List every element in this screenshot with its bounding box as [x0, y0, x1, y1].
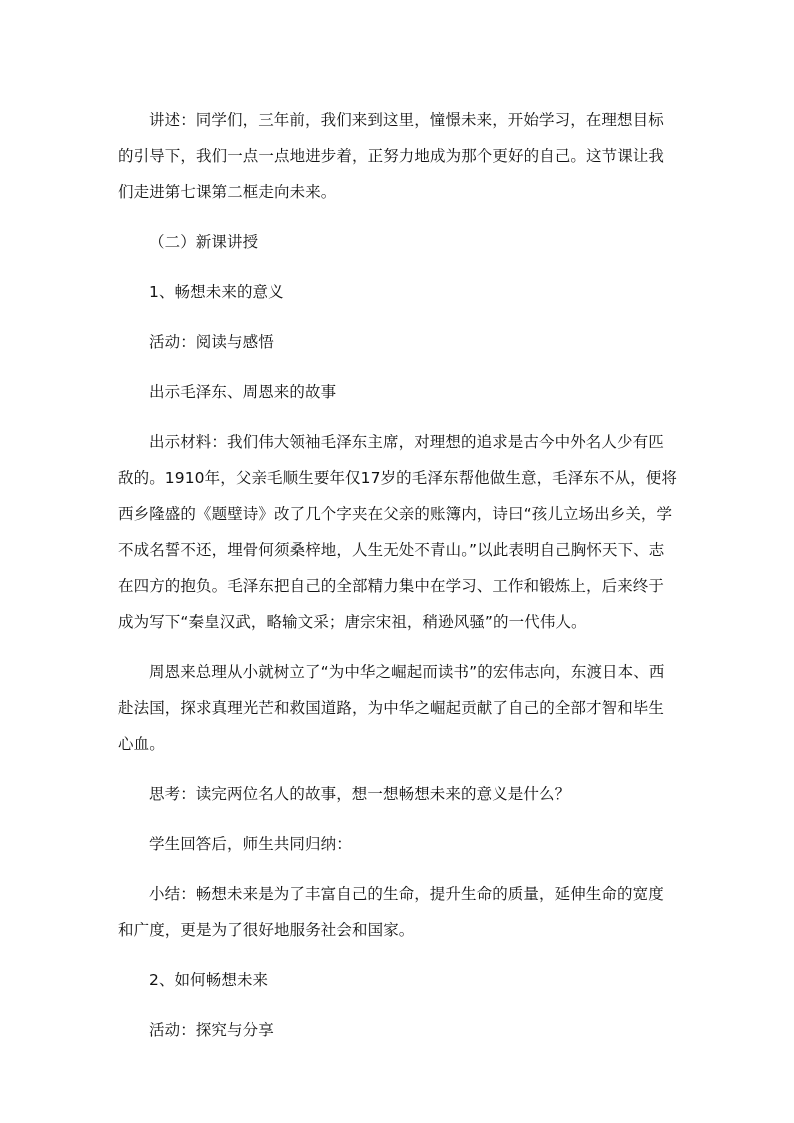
- paragraph-conclusion: 小结：畅想未来是为了丰富自己的生命，提升生命的质量，延伸生命的宽度和广度，更是为了很好地服务社会和国家。: [118, 885, 664, 939]
- subheading-meaning: 1、畅想未来的意义: [149, 283, 284, 301]
- paragraph-intro: 讲述：同学们，三年前，我们来到这里，憧憬未来，开始学习，在理想目标的引导下，我们一点一点地进步着，正努力地成为那个更好的自己。这节课让我们走进第七课第二框走向未来。: [118, 111, 665, 201]
- paragraph-show-stories: 出示毛泽东、周恩来的故事: [149, 383, 337, 401]
- activity-reading: 活动：阅读与感悟: [149, 333, 274, 351]
- paragraph-summarize: 学生回答后，师生共同归纳：: [149, 835, 352, 853]
- document-body: [118, 102, 678, 1062]
- paragraph-mao-material: 出示材料：我们伟大领袖毛泽东主席，对理想的追求是古今中外名人少有匹敌的。1910年，父亲毛顺生要年仅17岁的毛泽东帮他做生意，毛泽东不从，便将西乡隆盛的《题壁诗》改了几个字夹在父亲的账簿内，诗曰“孩儿立场出乡关，学不成名誓不还，埋骨何须桑梓地，人生无处不青山。”以此表明自己胸怀天下、志在四方的抱负。毛泽东把自己的全部精力集中在学习、工作和锻炼上，后来终于成为写下“秦皇汉武，略输文采；唐宗宋祖，稍逊风骚”的一代伟人。: [118, 433, 677, 631]
- paragraph-zhou-material: 周恩来总理从小就树立了“为中华之崛起而读书”的宏伟志向，东渡日本、西赴法国，探求真理光芒和救国道路，为中华之崛起贡献了自己的全部才智和毕生心血。: [118, 663, 665, 753]
- paragraph-think: 思考：读完两位名人的故事，想一想畅想未来的意义是什么？: [149, 785, 571, 803]
- activity-explore: 活动：探究与分享: [149, 1021, 274, 1039]
- subheading-how: 2、如何畅想未来: [149, 971, 269, 989]
- section-heading-new-lesson: （二）新课讲授: [149, 233, 259, 251]
